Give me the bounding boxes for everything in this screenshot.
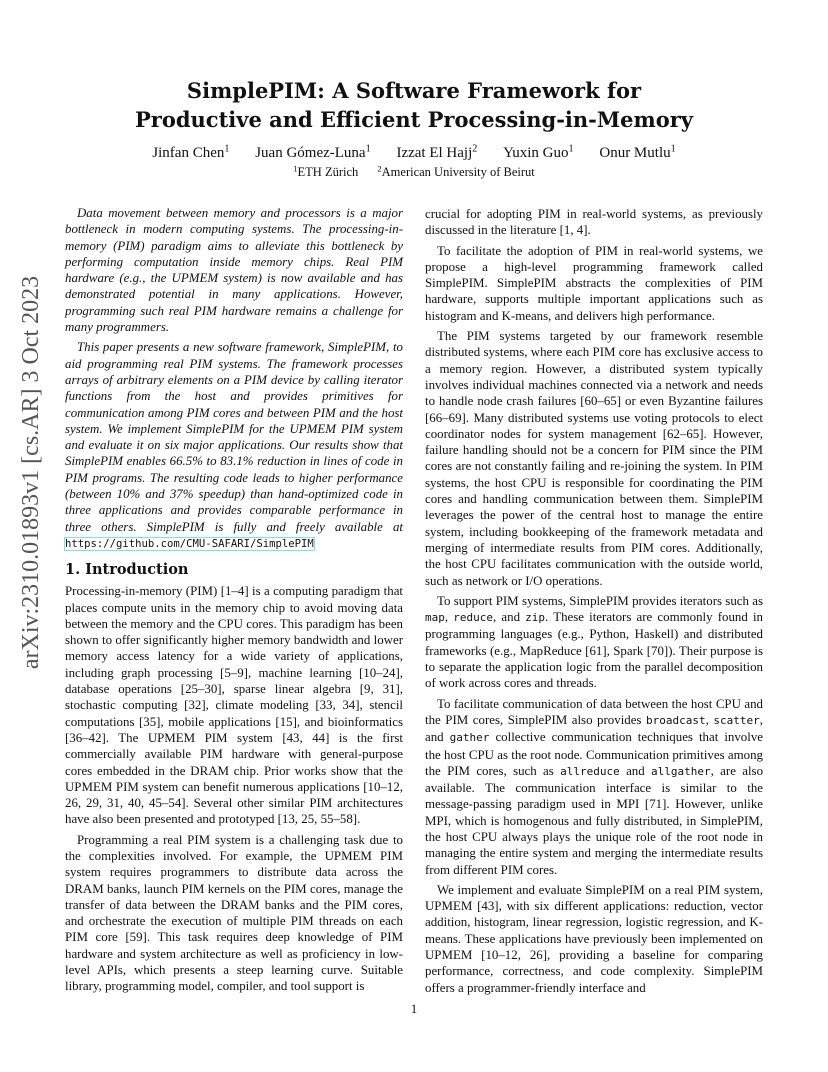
paper-title [60,76,768,134]
code-map: map [425,611,445,625]
intro-paragraph-8: We implement and evaluate SimplePIM on a real PIM system, UPMEM [43], with six different applications: reduction, vector addition, histogram, linear regression, logistic regression, and K-means. These applications have previously been implemented on UPMEM [10–12, 26], providing a baseline for comparing performance, correctness, and code complexity. SimplePIM offers a programmer-friendly interface and [425,882,763,995]
author: Onur Mutlu$^1$ [599,143,676,161]
title-line-1: SimplePIM: A Software Framework for [186,78,642,103]
code-allreduce: allreduce [560,764,620,778]
author-list [60,145,768,162]
intro-paragraph-5: The PIM systems targeted by our framework resemble distributed systems, where each PIM core has exclusive access to a memory region. However, a distributed system typically involves individual machines connected via a network and needs to handle node crash failures [60–65] or even Byzantine failures [66–69]. Many distributed systems use voting protocols to elect coordinator nodes for system management [62–65]. However, failure handling should not be a concern for PIM since the PIM cores are not constantly failing and re-joining the system. In PIM systems, the host CPU is responsible for coordinating the PIM cores and handling communication between them. SimplePIM leverages the power of the central host to manage the entire system, including bookkeeping of the framework metadata and merging of intermediate results from PIM cores. Additionally, the host CPU facilitates communication with the outside world, such as network or I/O operations. [425,329,763,588]
code-reduce: reduce [453,611,494,625]
right-column [425,206,763,1000]
abstract [65,205,403,552]
affiliation: $^1$ETH Zürich [293,163,359,179]
section-heading: 1. Introduction [65,561,189,579]
arxiv-identifier: arXiv:2310.01893v1 [cs.AR] 3 Oct 2023 [18,275,45,669]
page-number: 1 [410,1002,418,1016]
arxiv-sidebar [12,275,52,669]
intro-paragraph-7: To facilitate communication of data between the host CPU and the PIM cores, SimplePIM also provides broadcast, scatter, and gather collective communication techniques that involve the host CPU as the root node. Communication primitives among the PIM cores, such as allreduce and allgather, are also available. The communication interface is similar to the message-passing paradigm used in MPI [71]. However, unlike MPI, which is homogenous and fully distributed, in SimplePIM, the host CPU always plays the unique role of the root node in managing the entire system and merging the intermediate results from different PIM cores. [425,696,764,877]
author: Juan Gómez-Luna$^1$ [255,143,371,161]
intro-paragraph-4: To facilitate the adoption of PIM in real-world systems, we propose a high-level programming framework called SimplePIM. SimplePIM abstracts the complexities of PIM hardware, supports multiple important applications such as histogram and K-means, and delivers high performance. [425,243,763,323]
intro-paragraph-6: To support PIM systems, SimplePIM provides iterators such as map, reduce, and zip. These iterators are commonly found in programming languages (e.g., Python, Haskell) and distributed frameworks (e.g., MapReduce [61], Spark [70]). Their purpose is to separate the application logic from the parallel decomposition of work across cores and threads. [425,593,763,691]
intro-paragraph-2: Programming a real PIM system is a challenging task due to the complexities involved. For example, the UPMEM PIM system requires programmers to distribute data across the DRAM banks, launch PIM kernels on the PIM cores, manage the transfer of data between the DRAM banks and the PIM cores, and orchestrate the execution of multiple PIM threads on each PIM core [59]. This task requires deep knowledge of PIM hardware and system architecture as well as proficiency in low-level APIs, which presents a steep learning curve. Suitable library, programming model, compiler, and tool support is [65,832,403,994]
author: Yuxin Guo$^1$ [503,143,574,161]
title-block [60,76,768,134]
code-zip: zip [525,611,546,625]
code-gather: gather [449,731,490,745]
code-broadcast: broadcast [646,713,706,727]
affiliation: $^2$American University of Beirut [377,163,535,179]
abstract-paragraph-1: Data movement between memory and processors is a major bottleneck in modern computing systems. The processing-in-memory (PIM) paradigm aims to alleviate this bottleneck by performing computation inside memory chips. Real PIM hardware (e.g., the UPMEM system) is now available and has demonstrated potential in many applications. However, programming such real PIM hardware remains a challenge for many programmers. [65,206,403,335]
intro-paragraph-3: crucial for adopting PIM in real-world systems, as previously discussed in the literature [1, 4]. [425,207,763,238]
title-line-2: Productive and Efficient Processing-in-Memory [134,107,693,132]
author: Jinfan Chen$^1$ [152,143,230,161]
code-scatter: scatter [713,713,760,727]
affiliation-list [60,165,768,180]
intro-paragraph-1: Processing-in-memory (PIM) [1–4] is a computing paradigm that places compute units in the memory chip to avoid moving data between the memory and the CPU cores. This paradigm has been shown to offer significantly higher memory bandwidth and lower memory access latency for a wide variety of applications, including graph processing [5–9], machine learning [10–24], database operations [25–30], sparse linear algebra [9, 31], stochastic computing [32], climate modeling [33, 34], stencil computations [35], mobile applications [15], and bioinformatics [36–42]. The UPMEM PIM system [43, 44] is the first commercially available PIM hardware with general-purpose cores embedded in the DRAM chip. Prior works show that the UPMEM PIM system can benefit numerous applications [10–12, 26, 29, 31, 40, 45–54]. Several other similar PIM architectures have also been presented and prototyped [13, 25, 55–58]. [65,584,403,827]
abstract-paragraph-2: This paper presents a new software framework, SimplePIM, to aid programming real PIM systems. The framework processes arrays of arbitrary elements on a PIM device by calling iterator functions from the host and provides primitives for communication among PIM cores and between PIM and the host system. We implement SimplePIM for the UPMEM PIM system and evaluate it on six major applications. Our results show that SimplePIM enables 66.5% to 83.1% reduction in lines of code in PIM programs. The resulting code leads to higher performance (between 10% and 37% speedup) than hand-optimized code in three applications and provides comparable performance in three others. SimplePIM is fully and freely available at https://github.com/CMU-SAFARI/SimplePIM [65,340,403,550]
left-column [65,205,403,999]
author: Izzat El Hajj$^2$ [396,143,478,161]
repository-link[interactable]: https://github.com/CMU-SAFARI/SimplePIM [65,537,314,550]
code-allgather: allgather [651,764,711,778]
